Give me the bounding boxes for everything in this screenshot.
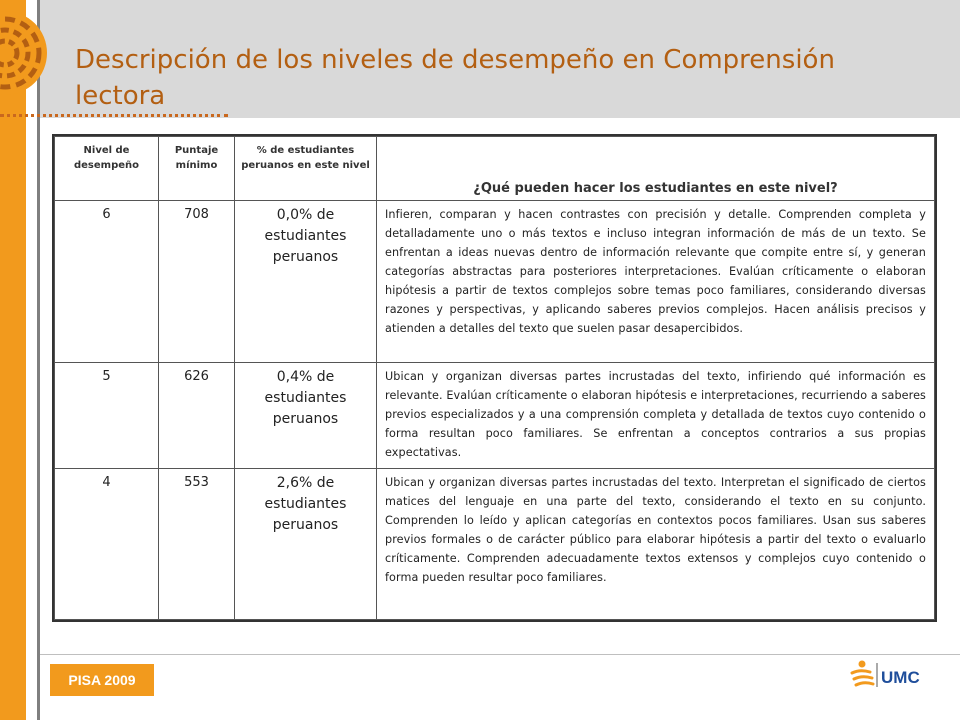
table-row — [55, 201, 935, 363]
level-cell: 4 — [55, 469, 159, 620]
header-min-score: Puntaje mínimo — [159, 137, 235, 201]
umc-logo-icon — [846, 657, 926, 693]
title-dotted-underline — [0, 114, 228, 123]
umc-logo-text: UMC — [881, 668, 920, 687]
min-score-cell: 708 — [159, 201, 235, 363]
table-row — [55, 363, 935, 469]
percent-cell: 2,6% de estudiantes peruanos — [235, 469, 377, 620]
left-accent-bar — [0, 0, 26, 720]
description-cell: Infieren, comparan y hacen contrastes con precisión y detalle. Comprenden completa y detalladamente uno o más textos e incluso integran información de más de un texto. Se enfrentan a ideas nuevas dentro de información relevante que compite entre sí, y generan categorías abstractas para posteriores interpretaciones. Evalúan críticamente o elaboran hipótesis a partir de textos complejos sobre temas poco familiares, considerando diversas razones y perspectivas, y aplicando saberes previos complejos. Hacen análisis precisos y atienden a detalles del texto que suelen pasar desapercibidos. — [377, 201, 935, 363]
description-cell: Ubican y organizan diversas partes incrustadas del texto. Interpretan el significado de ciertos matices del lenguaje en una parte del texto, considerando el texto en su conjunto. Comprenden lo leído y aplican categorías en contextos pocos familiares. Usan sus saberes previos formales o de carácter público para elaborar hipótesis a partir del texto o evaluarlo críticamente. Comprenden adecuadamente textos extensos y complejos cuyo contenido o forma pueden resultar poco familiares. — [377, 469, 935, 620]
header-description: ¿Qué pueden hacer los estudiantes en este nivel? — [377, 137, 935, 201]
pisa-badge: PISA 2009 — [50, 664, 154, 696]
level-cell: 6 — [55, 201, 159, 363]
performance-levels-table — [52, 134, 937, 622]
min-score-cell: 553 — [159, 469, 235, 620]
table-row — [55, 469, 935, 620]
header-level: Nivel de desempeño — [55, 137, 159, 201]
slide-title: Descripción de los niveles de desempeño en Comprensión lectora — [75, 45, 835, 111]
min-score-cell: 626 — [159, 363, 235, 469]
header-percent: % de estudiantes peruanos en este nivel — [235, 137, 377, 201]
footer-divider — [40, 654, 960, 655]
percent-cell: 0,4% de estudiantes peruanos — [235, 363, 377, 469]
description-cell: Ubican y organizan diversas partes incrustadas del texto, infiriendo qué información es relevante. Evalúan críticamente o elaboran hipótesis e interpretaciones, recurriendo a saberes previos especializados y a una comprensión completa y detallada de textos cuyo contenido o forma resultan poco familiares. Se enfrentan a conceptos contrarios a sus propias expectativas. — [377, 363, 935, 469]
level-cell: 5 — [55, 363, 159, 469]
table-header-row — [55, 137, 935, 201]
percent-cell: 0,0% de estudiantes peruanos — [235, 201, 377, 363]
